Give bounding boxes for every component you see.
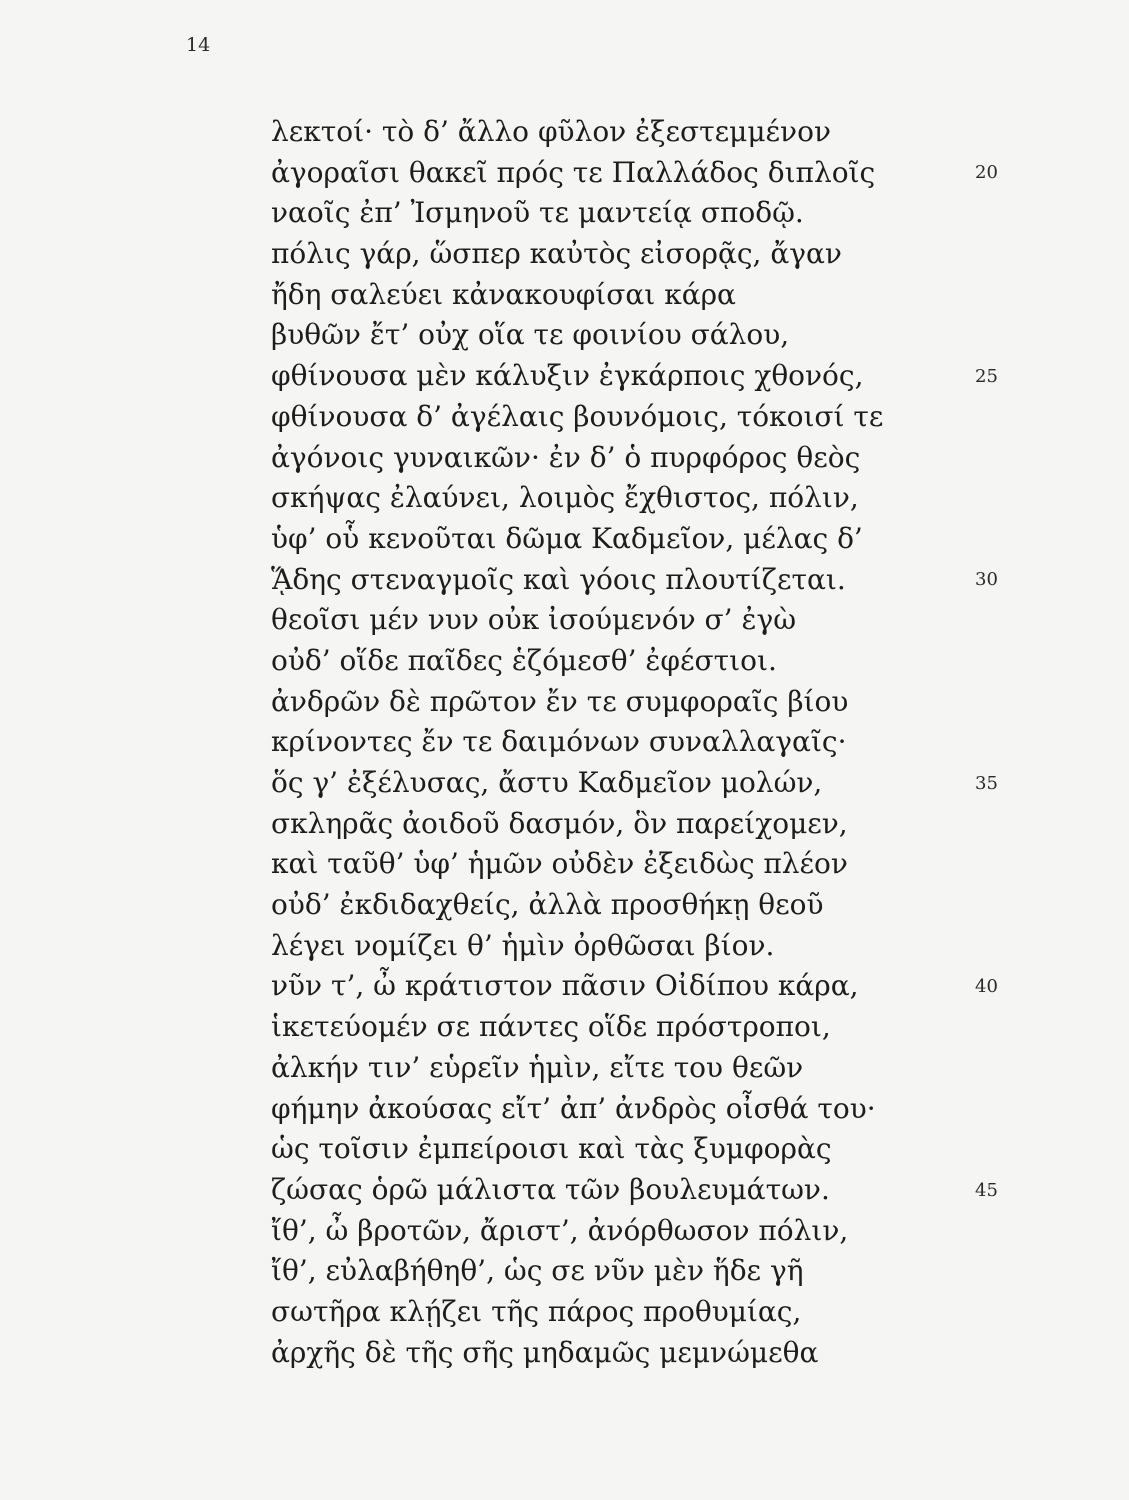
verse-line: καὶ ταῦθ’ ὑφ’ ἡμῶν οὐδὲν ἐξειδὼς πλέον: [271, 847, 848, 881]
verse-line: κρίνοντες ἔν τε δαιμόνων συναλλαγαῖς·: [271, 725, 847, 759]
verse-line: βυθῶν ἔτ’ οὐχ οἵα τε φοινίου σάλου,: [271, 318, 790, 352]
verse-line: ὡς τοῖσιν ἐμπείροισι καὶ τὰς ξυμφορὰς: [271, 1132, 832, 1166]
verse-line: ὅς γ’ ἐξέλυσας, ἄστυ Καδμεῖον μολών,: [271, 766, 823, 799]
verse-line: θεοῖσι μέν νυν οὐκ ἰσούμενόν σ’ ἐγὼ: [271, 603, 797, 637]
verse-line: λεκτοί· τὸ δ’ ἄλλο φῦλον ἐξεστεμμένον: [271, 115, 831, 148]
verse-line: ἀρχῆς δὲ τῆς σῆς μηδαμῶς μεμνώμεθα: [271, 1335, 819, 1369]
verse-line: ἴθ’, εὐλαβήθηθ’, ὡς σε νῦν μὲν ἥδε γῆ: [271, 1254, 804, 1288]
verse-line: ζώσας ὁρῶ μάλιστα τῶν βουλευμάτων.: [271, 1172, 830, 1206]
verse-line: φθίνουσα δ’ ἀγέλαις βουνόμοις, τόκοισί τε: [271, 399, 884, 433]
verse-line: ᾍδης στεναγμοῖς καὶ γόοις πλουτίζεται.: [271, 562, 846, 596]
line-number: 40: [975, 976, 998, 997]
verse-line: ἱκετεύομέν σε πάντες οἵδε πρόστροποι,: [271, 1010, 831, 1044]
verse-line: σκήψας ἐλαύνει, λοιμὸς ἔχθιστος, πόλιν,: [271, 481, 859, 515]
verse-line: νῦν τ’, ὦ κράτιστον πᾶσιν Οἰδίπου κάρα,: [271, 969, 859, 1003]
verse-line: οὐδ’ ἐκδιδαχθείς, ἀλλὰ προσθήκῃ θεοῦ: [271, 888, 824, 922]
page-number: 14: [186, 34, 211, 56]
verse-line: σωτῆρα κλῄζει τῆς πάρος προθυμίας,: [271, 1294, 802, 1328]
verse-line: πόλις γάρ, ὥσπερ καὐτὸς εἰσορᾷς, ἄγαν: [271, 237, 842, 271]
verse-line: ὑφ’ οὗ κενοῦται δῶμα Καδμεῖον, μέλας δ’: [271, 521, 863, 555]
line-number: 45: [975, 1180, 998, 1201]
verse-text: [271, 112, 971, 1373]
verse-line: φθίνουσα μὲν κάλυξιν ἐγκάρποις χθονός,: [271, 359, 864, 393]
verse-line: ἀγόνοις γυναικῶν· ἐν δ’ ὁ πυρφόρος θεὸς: [271, 440, 861, 474]
verse-line: ἀνδρῶν δὲ πρῶτον ἔν τε συμφοραῖς βίου: [271, 684, 849, 718]
verse-line: οὐδ’ οἵδε παῖδες ἑζόμεσθ’ ἐφέστιοι.: [271, 643, 777, 677]
line-number: 25: [975, 366, 998, 387]
verse-line: λέγει νομίζει θ’ ἡμὶν ὀρθῶσαι βίον.: [271, 928, 775, 962]
line-number: 20: [975, 162, 998, 183]
verse-line: ἀλκήν τιν’ εὑρεῖν ἡμὶν, εἴτε του θεῶν: [271, 1050, 804, 1084]
verse-line: ἤδη σαλεύει κἀνακουφίσαι κάρα: [271, 277, 736, 311]
line-number: 35: [975, 773, 998, 794]
line-number: 30: [975, 569, 998, 590]
verse-line: ἀγοραῖσι θακεῖ πρός τε Παλλάδος διπλοῖς: [271, 155, 876, 189]
verse-line: ἴθ’, ὦ βροτῶν, ἄριστ’, ἀνόρθωσον πόλιν,: [271, 1213, 849, 1247]
verse-line: ναοῖς ἐπ’ Ἰσμηνοῦ τε μαντείᾳ σποδῷ.: [271, 196, 804, 230]
verse-line: σκληρᾶς ἀοιδοῦ δασμόν, ὃν παρείχομεν,: [271, 806, 848, 840]
verse-line: φήμην ἀκούσας εἴτ’ ἀπ’ ἀνδρὸς οἶσθά του·: [271, 1091, 876, 1125]
